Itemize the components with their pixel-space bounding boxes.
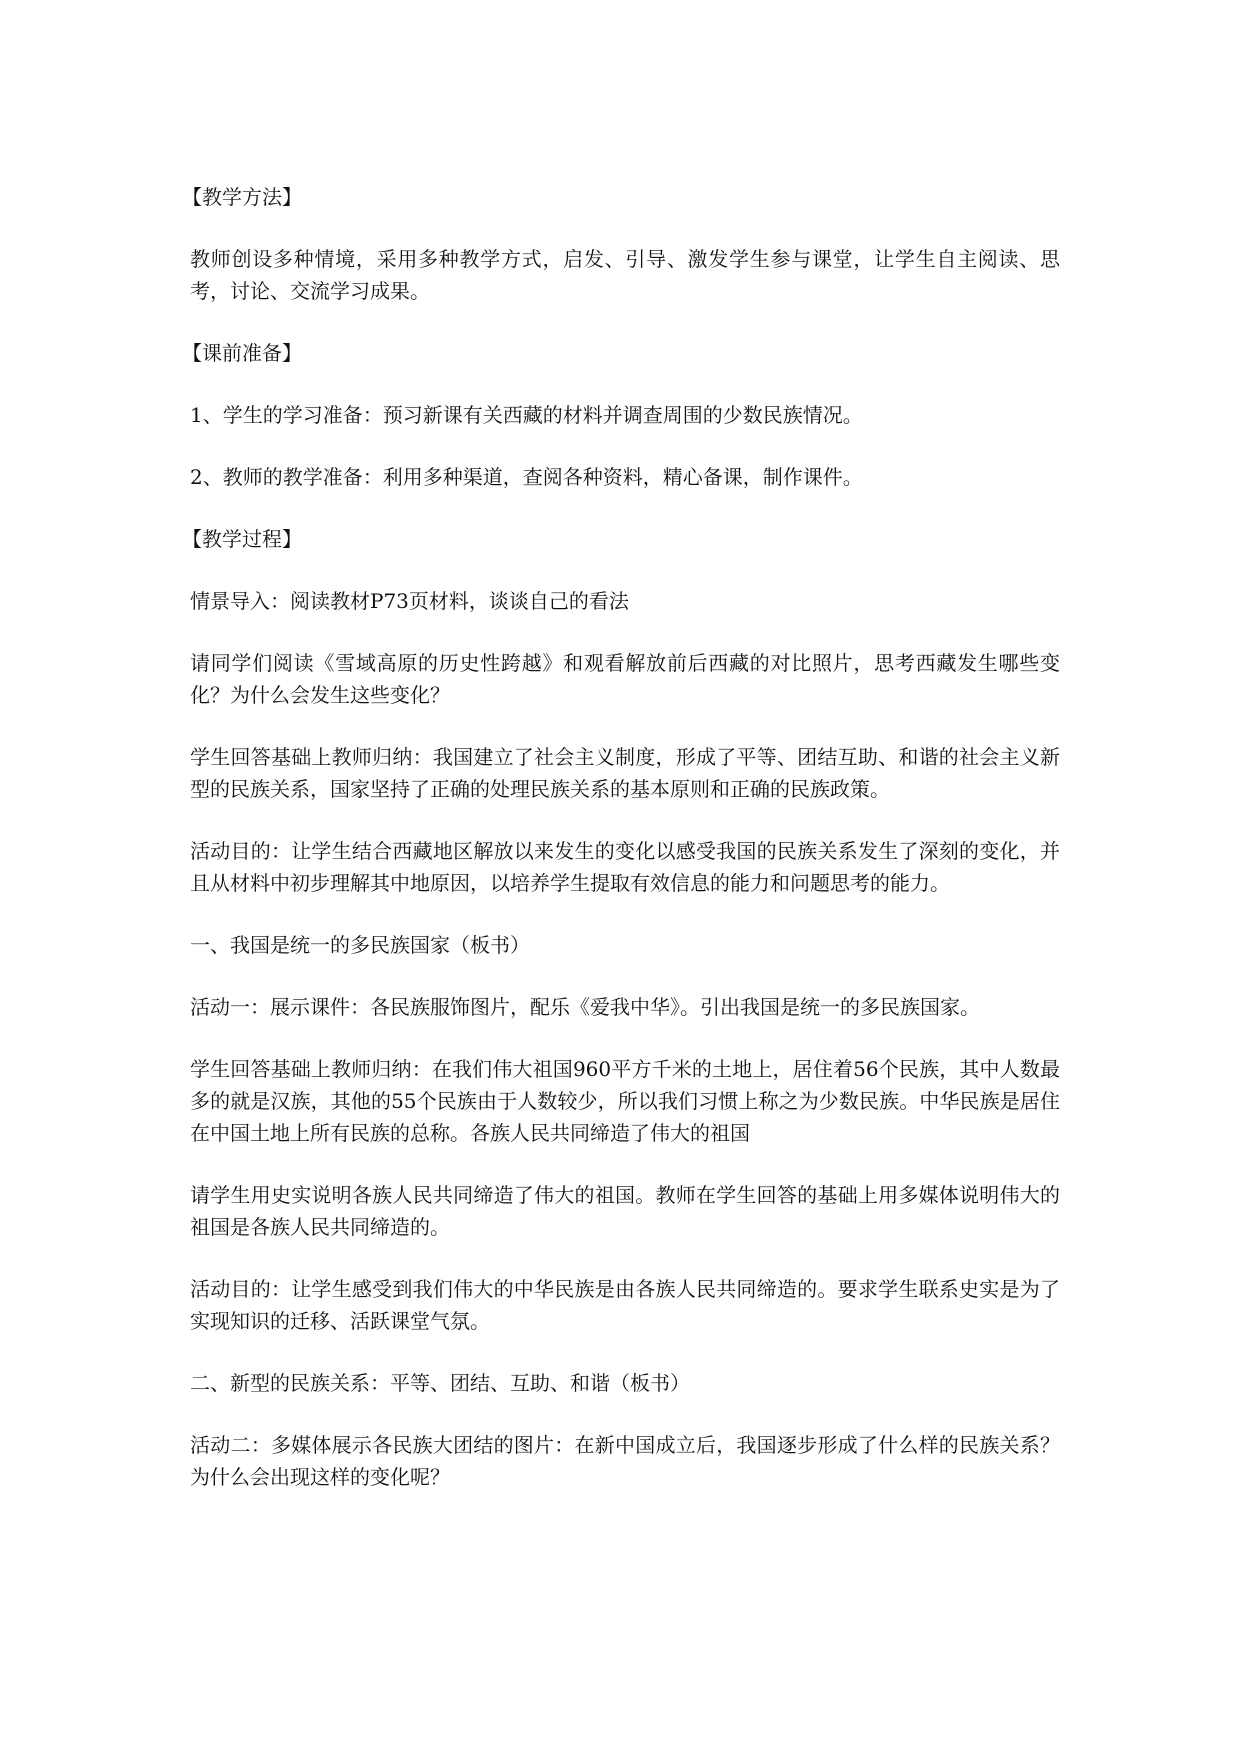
paragraph: 1、学生的学习准备：预习新课有关西藏的材料并调查周围的少数民族情况。 <box>190 403 863 427</box>
paragraph: 2、教师的教学准备：利用多种渠道，查阅各种资料，精心备课，制作课件。 <box>190 465 863 489</box>
paragraph: 活动二：多媒体展示各民族大团结的图片：在新中国成立后，我国逐步形成了什么样的民族关系？为什么会出现这样的变化呢？ <box>190 1433 1060 1489</box>
paragraph: 活动一：展示课件：各民族服饰图片，配乐《爱我中华》。引出我国是统一的多民族国家。 <box>190 995 980 1019</box>
subheading-one: 一、我国是统一的多民族国家（板书） <box>190 933 530 957</box>
subheading-two: 二、新型的民族关系：平等、团结、互助、和谐（板书） <box>190 1371 690 1395</box>
document-body <box>182 181 1060 1523</box>
paragraph: 学生回答基础上教师归纳：在我们伟大祖国960平方千米的土地上，居住着56个民族，其中人数最多的就是汉族，其他的55个民族由于人数较少，所以我们习惯上称之为少数民族。中华民族是居住在中国土地上所有民族的总称。各族人民共同缔造了伟大的祖国 <box>190 1057 1060 1145</box>
paragraph: 情景导入：阅读教材P73页材料，谈谈自己的看法 <box>190 589 629 613</box>
section-heading-preparation: 【课前准备】 <box>182 341 302 365</box>
paragraph: 活动目的：让学生感受到我们伟大的中华民族是由各族人民共同缔造的。要求学生联系史实是为了实现知识的迁移、活跃课堂气氛。 <box>190 1277 1060 1333</box>
paragraph: 活动目的：让学生结合西藏地区解放以来发生的变化以感受我国的民族关系发生了深刻的变化，并且从材料中初步理解其中地原因，以培养学生提取有效信息的能力和问题思考的能力。 <box>190 839 1060 895</box>
paragraph: 请同学们阅读《雪域高原的历史性跨越》和观看解放前后西藏的对比照片，思考西藏发生哪些变化？为什么会发生这些变化？ <box>190 651 1060 707</box>
paragraph: 学生回答基础上教师归纳：我国建立了社会主义制度，形成了平等、团结互助、和谐的社会主义新型的民族关系，国家坚持了正确的处理民族关系的基本原则和正确的民族政策。 <box>190 745 1060 801</box>
section-heading-teaching-process: 【教学过程】 <box>182 527 302 551</box>
paragraph: 教师创设多种情境，采用多种教学方式，启发、引导、激发学生参与课堂，让学生自主阅读、思考，讨论、交流学习成果。 <box>190 247 1060 303</box>
section-heading-teaching-method: 【教学方法】 <box>182 185 302 209</box>
paragraph: 请学生用史实说明各族人民共同缔造了伟大的祖国。教师在学生回答的基础上用多媒体说明伟大的祖国是各族人民共同缔造的。 <box>190 1183 1060 1239</box>
